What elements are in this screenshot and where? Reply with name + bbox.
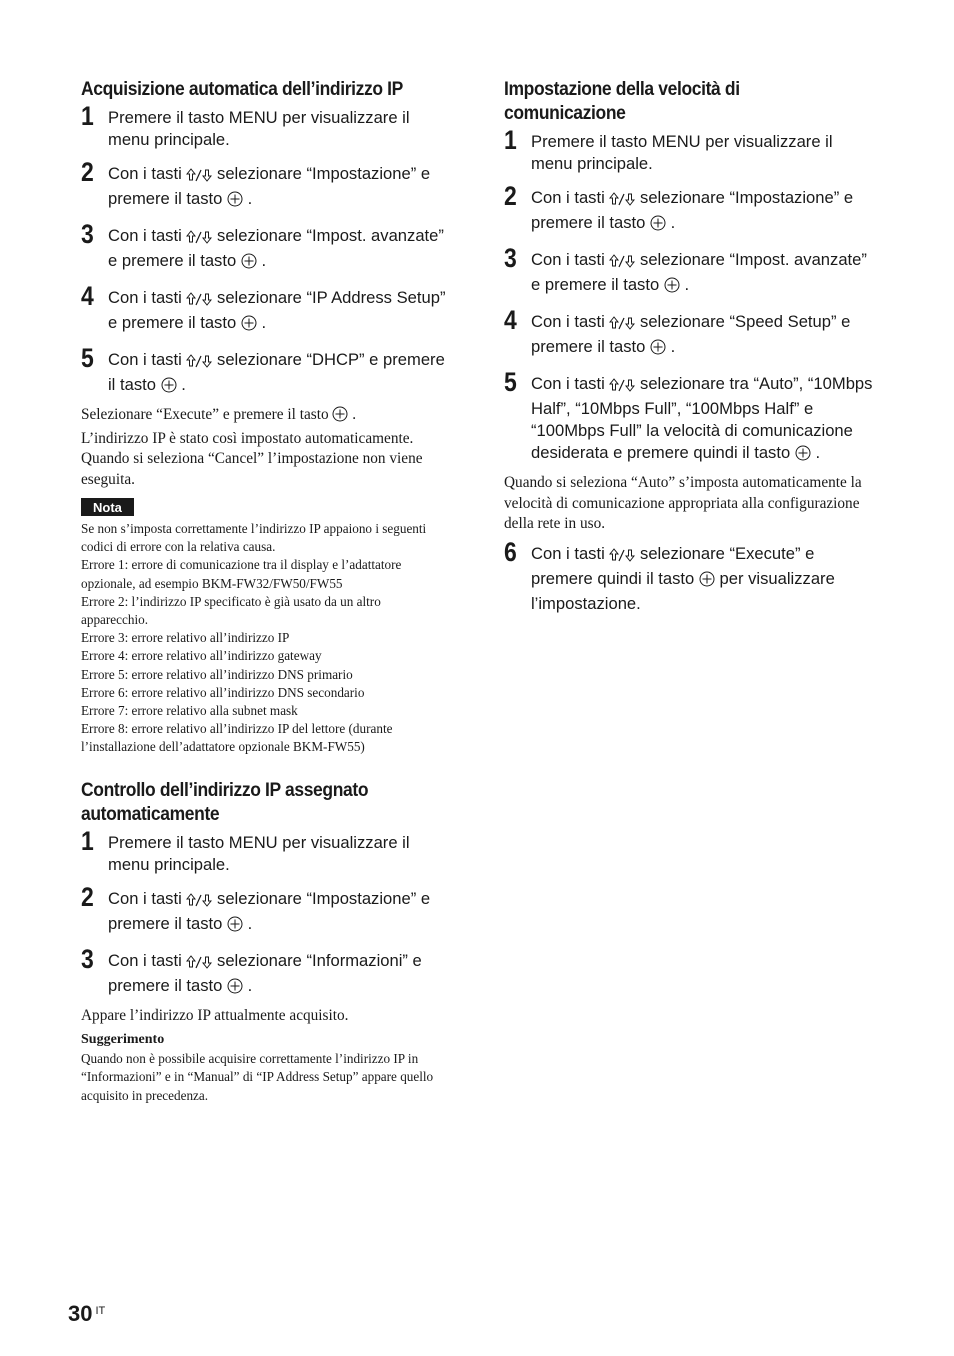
step [81,825,451,876]
enter-button-icon [241,253,257,275]
step [504,536,874,615]
step-text: selezionare “Impost. avanzate” e premere il tasto [108,226,444,270]
enter-button-icon [241,315,257,337]
step-number: 3 [504,243,517,273]
tip-text: Quando non è possibile acquisire correttamente l’indirizzo IP in “Informazioni” e in “Manual” di “IP Address Setup” appare quello acquisito in precedenza. [81,1051,434,1103]
page-number: 30 $^{IT}$ [68,1301,106,1326]
step [81,881,451,938]
enter-button-icon [664,277,680,299]
up-down-arrow-icon [186,891,212,913]
up-down-arrow-icon [186,953,212,975]
up-down-arrow-icon [609,376,635,398]
enter-button-icon [795,445,811,467]
section-title: Acquisizione automatica dell’indirizzo IP [81,79,403,100]
step-text: selezionare “Impostazione” e premere il tasto [108,888,431,933]
step-number: 4 [504,305,517,335]
step-text: selezionare “Impostazione” e premere il tasto [108,164,431,208]
result-text: Appare l’indirizzo IP attualmente acquisito. [81,1006,349,1024]
step-text: per visualizzare l’impostazione. [531,568,835,613]
step-number: 1 [81,825,94,856]
step [504,243,874,299]
page-language: IT [95,1305,106,1317]
enter-button-icon [650,339,666,361]
step-text: Con i tasti [531,543,605,563]
step-text: selezionare “DHCP” e premere il tasto [108,350,445,394]
up-down-arrow-icon [186,228,212,250]
step-text: . [684,275,690,294]
enter-button-icon [161,377,177,399]
step-text: . [247,975,253,995]
step-text: selezionare “IP Address Setup” e premere il tasto [108,288,446,332]
step-text: Con i tasti [108,164,182,183]
step-text: Con i tasti [531,250,605,269]
step-text: selezionare “Impostazione” e premere il tasto [531,188,854,232]
step-text: Con i tasti [108,950,182,970]
step-text: selezionare “Execute” e premere quindi il tasto [531,543,815,588]
step-text: . [261,313,267,332]
step-text: selezionare tra “Auto”, “10Mbps Half”, “10Mbps Full”, “100Mbps Half” e “100Mbps Full” la velocità di comunicazione desiderata e premere quindi il tasto [531,374,873,462]
step [81,101,451,151]
step-number: 5 [81,343,94,373]
step-text: . [247,189,253,208]
step-text: . [670,213,676,232]
up-down-arrow-icon [609,190,635,212]
step-text: Con i tasti [108,288,182,307]
step-number: 6 [504,536,517,567]
step-text: . [815,443,821,462]
note-text: Se non s’imposta correttamente l’indirizzo IP appaiono i seguenti codici di errore con la relativa causa. Errore 1: errore di comunicazione tra il display e l’adattatore opzionale, ad esempio BKM-FW32/FW50/FW55 Errore 2: l’indirizzo IP specificato è già usato da un altro apparecchio. Errore 3: errore relativo all’indirizzo IP Errore 4: errore relativo all’indirizzo gateway Errore 5: errore relativo all’indirizzo DNS primario Errore 6: errore relativo all’indirizzo DNS secondario Errore 7: errore relativo alla subnet mask Errore 8: errore relativo all’indirizzo IP del lettore (durante l’installazione dell’adattatore opzionale BKM-FW55) [81,521,427,755]
left-column [81,78,451,1105]
step-text: Premere il tasto MENU per visualizzare il menu principale. [108,108,410,149]
step-text: Premere il tasto MENU per visualizzare il menu principale. [531,132,833,173]
enter-button-icon [332,406,348,429]
enter-button-icon [650,215,666,237]
up-down-arrow-icon [186,352,212,374]
enter-button-icon [227,916,243,938]
enter-button-icon [699,571,715,593]
step [504,125,874,175]
up-down-arrow-icon [609,314,635,336]
step-number: 2 [81,881,94,912]
step-text: Con i tasti [531,312,605,331]
section-title: Impostazione della velocità di comunicazione [504,79,740,124]
step-text: Con i tasti [531,374,605,393]
step-text: . [670,337,676,356]
enter-button-icon [227,978,243,1000]
step-text: . [181,375,186,394]
step-number: 1 [504,125,517,155]
result-text: Quando si seleziona “Auto” s’imposta automaticamente la velocità di comunicazione appropriata alla configurazione della rete in uso. [504,474,862,532]
step-text: Con i tasti [108,888,182,908]
up-down-arrow-icon [609,546,635,568]
step-number: 1 [81,101,94,131]
step [81,219,451,275]
step [504,181,874,237]
step [81,157,451,213]
tip-title: Suggerimento [81,1032,165,1048]
step-text: Con i tasti [531,188,605,207]
step-number: 5 [504,367,517,397]
step-number: 3 [81,943,94,974]
step-number: 4 [81,281,94,311]
step-number: 2 [81,157,94,187]
step-number: 3 [81,219,94,249]
up-down-arrow-icon [186,290,212,312]
step [504,367,874,467]
step [81,343,451,399]
step-text: Con i tasti [108,350,182,369]
step-text: selezionare “Informazioni” e premere il tasto [108,950,422,995]
step [81,281,451,337]
right-column [504,78,874,627]
step [81,943,451,1000]
step-text: . [261,251,267,270]
note-badge: Nota [81,498,134,516]
result-text: Selezionare “Execute” e premere il tasto . L’indirizzo IP è stato così impostato automaticamente. Quando si seleziona “Cancel” l’impostazione non viene eseguita. [81,406,423,488]
step-text: Con i tasti [108,226,182,245]
enter-button-icon [227,191,243,213]
step-text: selezionare “Impost. avanzate” e premere il tasto [531,250,867,294]
up-down-arrow-icon [609,252,635,274]
section-title: Controllo dell’indirizzo IP assegnato automaticamente [81,779,369,825]
step-number: 2 [504,181,517,211]
up-down-arrow-icon [186,166,212,188]
step-text: selezionare “Speed Setup” e premere il tasto [531,312,851,356]
step-text: Premere il tasto MENU per visualizzare il menu principale. [108,832,410,874]
step [504,305,874,361]
step-text: . [247,913,253,933]
